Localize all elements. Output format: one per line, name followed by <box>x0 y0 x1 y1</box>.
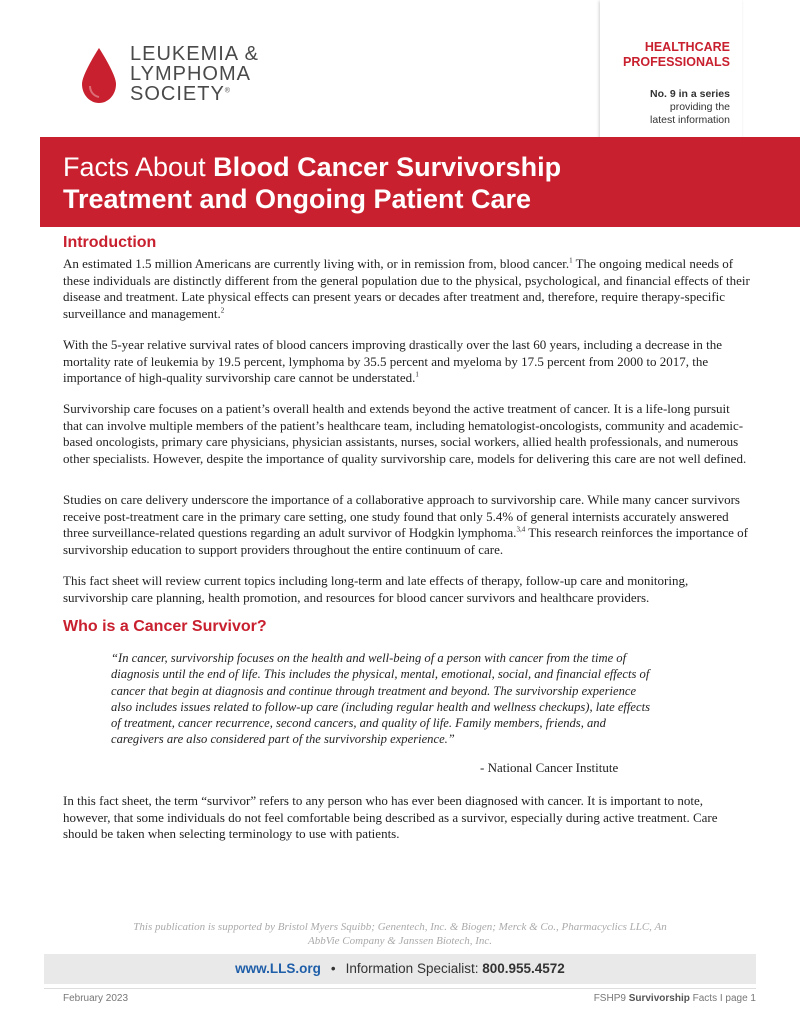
series-info <box>650 88 730 127</box>
phone-number[interactable]: 800.955.4572 <box>482 961 565 976</box>
title-bold: Blood Cancer Survivorship <box>213 152 562 182</box>
page-footer <box>594 993 756 1004</box>
survivor-paragraph: In this fact sheet, the term “survivor” refers to any person who has ever been diagnosed with cancer. It is important to note, however, that some individuals do not feel comfortable being described as a survivor, especially during active treatment. Care should be taken when selecting terminology to use with patients. <box>63 793 718 841</box>
info-specialist-label: Information Specialist: <box>345 961 483 976</box>
intro-paragraph-5: This fact sheet will review current topics including long-term and late effects of therapy, follow-up care and monitoring, survivorship care planning, health promotion, and resources for blood cancer survivors and healthcare providers. <box>63 573 689 605</box>
intro-p2-text: With the 5-year relative survival rates of blood cancers improving drastically over the last 60 years, including a decrease in the mortality rate of leukemia by 19.5 percent, lymphoma by 35.5 percent and myeloma by 17.5 percent from 2000 to 2017, the importance of high-quality survivorship care cannot be understated. <box>63 337 722 385</box>
footer-rest: Facts I page 1 <box>689 993 756 1004</box>
footnote-ref: 1 <box>569 256 573 265</box>
blood-drop-icon <box>80 48 118 104</box>
separator-dot: • <box>330 961 336 976</box>
footnote-ref: 3,4 <box>516 525 526 534</box>
survivor-heading: Who is a Cancer Survivor? <box>63 618 267 635</box>
registered-mark: ® <box>224 87 231 95</box>
sponsor-note: This publication is supported by Bristol Myers Squibb; Genentech, Inc. & Biogen; Merck & Co., Pharmacyclics LLC, An AbbVie Company & Janssen Biotech, Inc. <box>133 921 667 947</box>
introduction-heading: Introduction <box>63 234 157 251</box>
logo-wordmark <box>130 44 259 104</box>
series-number: No. 9 in a series <box>650 88 730 100</box>
website-link[interactable]: www.LLS.org <box>235 961 321 976</box>
nci-quote: “In cancer, survivorship focuses on the health and well-being of a person with cancer from the time of diagnosis until the end of life. This includes the physical, mental, emotional, social, and financial effects of cancer that begin at diagnosis and continue through treatment and beyond. The survivorship experience also includes issues related to follow-up care (including regular health and wellness checkups), late effects of treatment, cancer recurrence, second cancers, and quality of life. Family members, friends, and caregivers are also considered part of the survivorship experience.” <box>111 651 650 747</box>
title-line-1 <box>63 152 561 182</box>
footer-bold: Survivorship <box>628 993 690 1004</box>
intro-p1-text-b: The ongoing medical needs of these individuals are distinctly different from the general population due to the physical, psychological, and financial effects of their disease and treatment. Late physical effects can present years or decades after treatment and, therefore, require therapy-specific surveillance and management. <box>63 256 750 321</box>
publication-date: February 2023 <box>63 993 129 1004</box>
intro-paragraph-4 <box>63 492 751 558</box>
footnote-ref: 2 <box>220 306 225 315</box>
quote-attribution: - National Cancer Institute <box>480 760 619 775</box>
audience-line-1: HEALTHCARE <box>644 40 730 54</box>
lls-logo <box>80 44 290 114</box>
intro-p4-text-a: Studies on care delivery underscore the importance of a collaborative approach to survivorship care. While many cancer survivors receive post-treatment care in the primary care setting, one study found that only 5.4% of general internists accurately answered three surveillance-related questions regarding an adult survivor of Hodgkin lymphoma. <box>63 492 740 540</box>
audience-line-2: PROFESSIONALS <box>623 55 730 69</box>
audience-label <box>623 40 730 70</box>
footnote-ref: 1 <box>415 370 419 379</box>
title-line-2: Treatment and Ongoing Patient Care <box>63 184 532 214</box>
logo-line-3: SOCIETY <box>130 83 225 105</box>
intro-p4-text-b: This research reinforces the importance of survivorship education to support providers throughout the entire continuum of care. <box>63 525 749 557</box>
series-line-2: providing the <box>669 101 730 113</box>
intro-p1-text-a: An estimated 1.5 million Americans are currently living with, or in remission from, blood cancer. <box>63 256 570 271</box>
title-prefix: Facts About <box>63 152 214 182</box>
logo-line-2: LYMPHOMA <box>130 63 251 85</box>
series-line-3: latest information <box>650 114 730 126</box>
footer-divider <box>44 988 756 989</box>
logo-line-1: LEUKEMIA & <box>130 43 259 65</box>
intro-paragraph-1 <box>63 256 751 322</box>
contact-bar <box>44 954 756 984</box>
intro-paragraph-2 <box>63 337 751 387</box>
footer-code: FSHP9 <box>593 993 629 1004</box>
intro-paragraph-3: Survivorship care focuses on a patient’s overall health and extends beyond the active treatment of cancer. It is a life-long pursuit that can involve multiple members of the patient’s healthcare team, including hematologist-oncologists, community and academic-based oncologists, primary care physicians, physician assistants, nurses, social workers, allied health professionals, and numerous other specialists. However, despite the importance of quality survivorship care, models for delivering this care are not well defined. <box>63 401 747 466</box>
